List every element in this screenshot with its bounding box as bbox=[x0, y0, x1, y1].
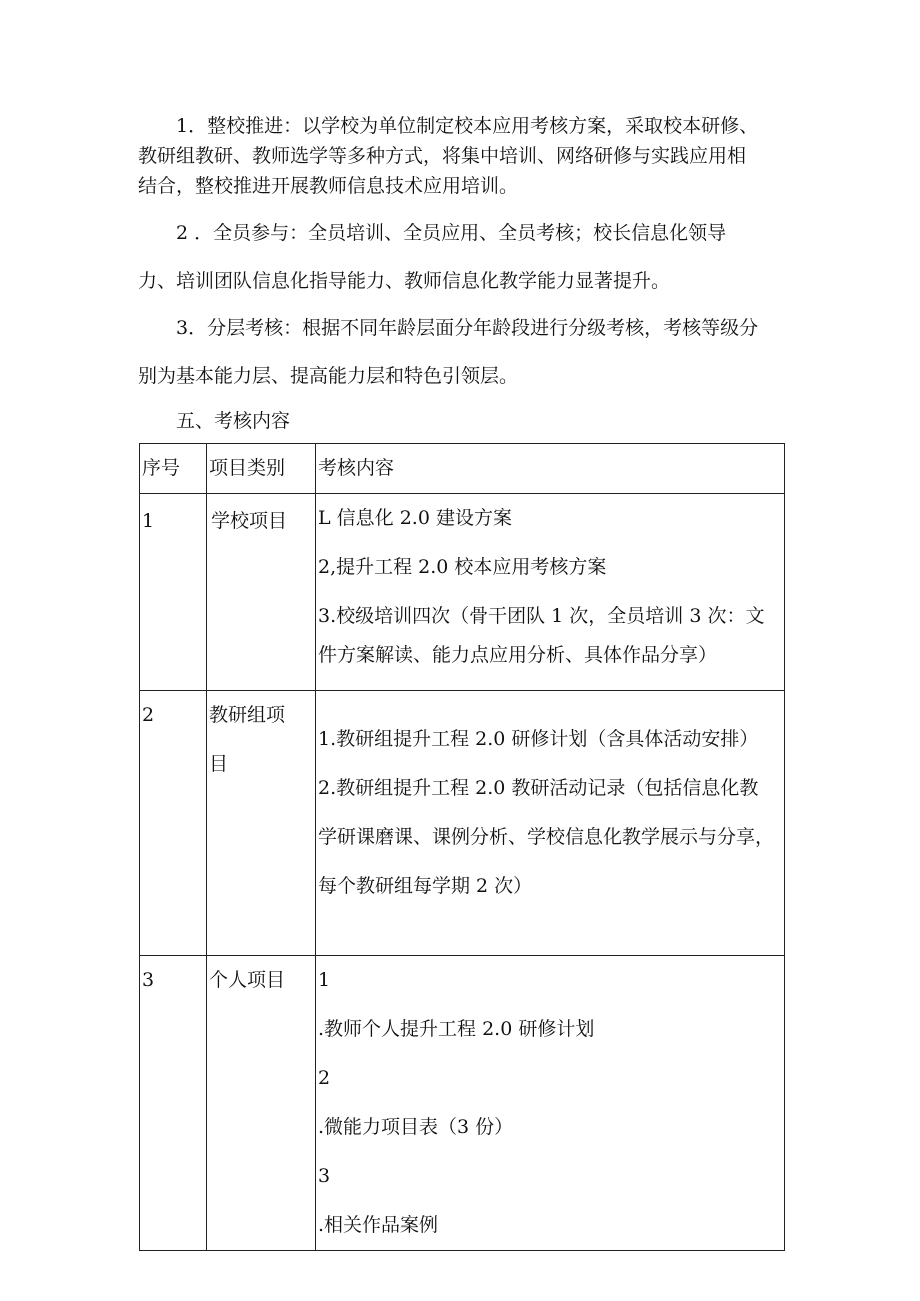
item-text: .微能力项目表（3 份） bbox=[318, 1116, 514, 1138]
row-category: 个人项目 bbox=[207, 956, 316, 1251]
content-line: 2.教研组提升工程 2.0 教研活动记录（包括信息化教 bbox=[318, 777, 759, 799]
content-line: 3.校级培训四次（骨干团队 1 次，全员培训 3 次：文 bbox=[318, 605, 765, 627]
header-content: 考核内容 bbox=[316, 444, 785, 494]
paragraph-all-participate bbox=[138, 209, 788, 305]
row-category: 学校项目 bbox=[207, 494, 316, 691]
row-content bbox=[316, 691, 785, 956]
paragraph-line: 2 ．全员参与：全员培训、全员应用、全员考核；校长信息化领导 bbox=[176, 222, 727, 244]
content-line: 1.教研组提升工程 2.0 研修计划（含具体活动安排） bbox=[318, 728, 759, 750]
table-row bbox=[140, 956, 785, 1251]
list-item bbox=[318, 1054, 784, 1152]
row-num: 3 bbox=[140, 956, 207, 1251]
paragraph-line: 别为基本能力层、提高能力层和特色引领层。 bbox=[138, 365, 519, 387]
section-title: 五、考核内容 bbox=[176, 410, 291, 432]
item-number: 1 bbox=[318, 969, 331, 991]
table-row bbox=[140, 494, 785, 691]
content-line: 每个教研组每学期 2 次） bbox=[318, 875, 533, 897]
row-content bbox=[316, 494, 785, 691]
paragraph-line: 教研组教研、教师选学等多种方式，将集中培训、网络研修与实践应用相 bbox=[138, 145, 747, 167]
item-text: .相关作品案例 bbox=[318, 1214, 439, 1236]
assessment-table bbox=[139, 443, 785, 1251]
table-header-row bbox=[140, 444, 785, 494]
item-number: 3 bbox=[318, 1165, 331, 1187]
content-line: 件方案解读、能力点应用分析、具体作品分享） bbox=[318, 644, 718, 666]
row-num: 2 bbox=[140, 691, 207, 956]
category-line: 目 bbox=[209, 753, 229, 775]
paragraph-whole-school bbox=[138, 111, 788, 201]
table-row bbox=[140, 691, 785, 956]
row-content bbox=[316, 956, 785, 1251]
content-line: 2,提升工程 2.0 校本应用考核方案 bbox=[318, 556, 607, 578]
item-text: .教师个人提升工程 2.0 研修计划 bbox=[318, 1018, 595, 1040]
item-number: 2 bbox=[318, 1067, 331, 1089]
header-num: 序号 bbox=[140, 444, 207, 494]
paragraph-line: 结合，整校推进开展教师信息技术应用培训。 bbox=[138, 175, 519, 197]
content-line: 学研课磨课、课例分析、学校信息化教学展示与分享， bbox=[318, 826, 775, 848]
row-num: 1 bbox=[140, 494, 207, 691]
row-category bbox=[207, 691, 316, 956]
list-item bbox=[318, 956, 784, 1054]
list-item bbox=[318, 1152, 784, 1250]
category-line: 教研组项 bbox=[209, 704, 286, 726]
header-category: 项目类别 bbox=[207, 444, 316, 494]
paragraph-line: 3．分层考核：根据不同年龄层面分年龄段进行分级考核，考核等级分 bbox=[176, 317, 759, 339]
paragraph-line: 1．整校推进：以学校为单位制定校本应用考核方案，采取校本研修、 bbox=[176, 115, 759, 137]
content-line: L 信息化 2.0 建设方案 bbox=[318, 507, 512, 529]
paragraph-tiered-assessment bbox=[138, 304, 788, 400]
paragraph-line: 力、培训团队信息化指导能力、教师信息化教学能力显著提升。 bbox=[138, 270, 671, 292]
